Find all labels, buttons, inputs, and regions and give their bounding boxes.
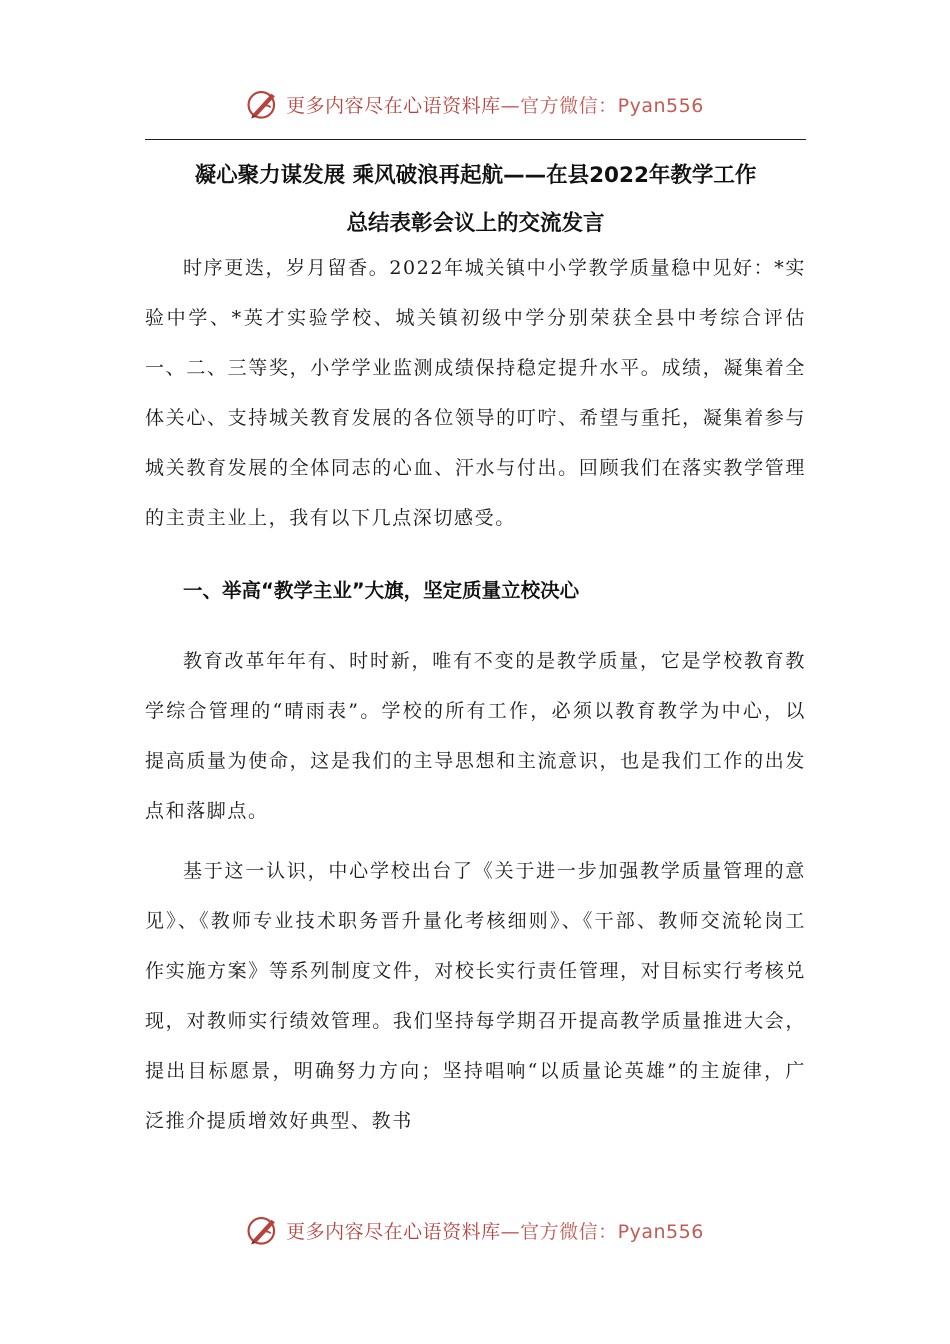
header-banner [0,84,950,124]
banner-wechat-text: —官方微信：Pyan556 [500,94,704,117]
pen-logo-icon [246,1213,280,1247]
paragraph-2: 教育改革年年有、时时新，唯有不变的是教学质量，它是学校教育教学综合管理的“晴雨表”。学校的所有工作，必须以教育教学为中心，以提高质量为使命，这是我们的主导思想和主流意识，也是我们工作的出发点和落脚点。 [145,650,806,822]
doc-title-line1: 凝心聚力谋发展 乘风破浪再起航——在县2022年教学工作 [194,163,757,188]
banner-main-text: 更多内容尽在心语资料库 [286,1220,501,1243]
paragraph-3: 基于这一认识，中心学校出台了《关于进一步加强教学质量管理的意见》、《教师专业技术职务晋升量化考核细则》、《干部、教师交流轮岗工作实施方案》等系列制度文件，对校长实行责任管理，对目标实行考核兑现，对教师实行绩效管理。我们坚持每学期召开提高教学质量推进大会，提出目标愿景，明确努力方向；坚持唱响“以质量论英雄”的主旋律，广泛推介提质增效好典型、教书 [145,860,806,1132]
banner-wechat-text: —官方微信：Pyan556 [500,1220,704,1243]
header-rule [145,139,806,140]
banner-text [286,1217,704,1244]
footer-banner [0,1210,950,1250]
banner-text [286,91,704,118]
banner-main-text: 更多内容尽在心语资料库 [286,94,501,117]
section-heading-1: 一、举高“教学主业”大旗，坚定质量立校决心 [183,579,580,602]
pen-logo-icon [246,87,280,121]
paragraph-1: 时序更迭，岁月留香。2022年城关镇中小学教学质量稳中见好：*实验中学、*英才实验学校、城关镇初级中学分别荣获全县中考综合评估一、二、三等奖，小学学业监测成绩保持稳定提升水平。成绩，凝集着全体关心、支持城关教育发展的各位领导的叮咛、希望与重托，凝集着参与城关教育发展的全体同志的心血、汗水与付出。回顾我们在落实教学管理的主责主业上，我有以下几点深切感受。 [145,257,806,529]
doc-title-line2: 总结表彰会议上的交流发言 [346,211,605,236]
